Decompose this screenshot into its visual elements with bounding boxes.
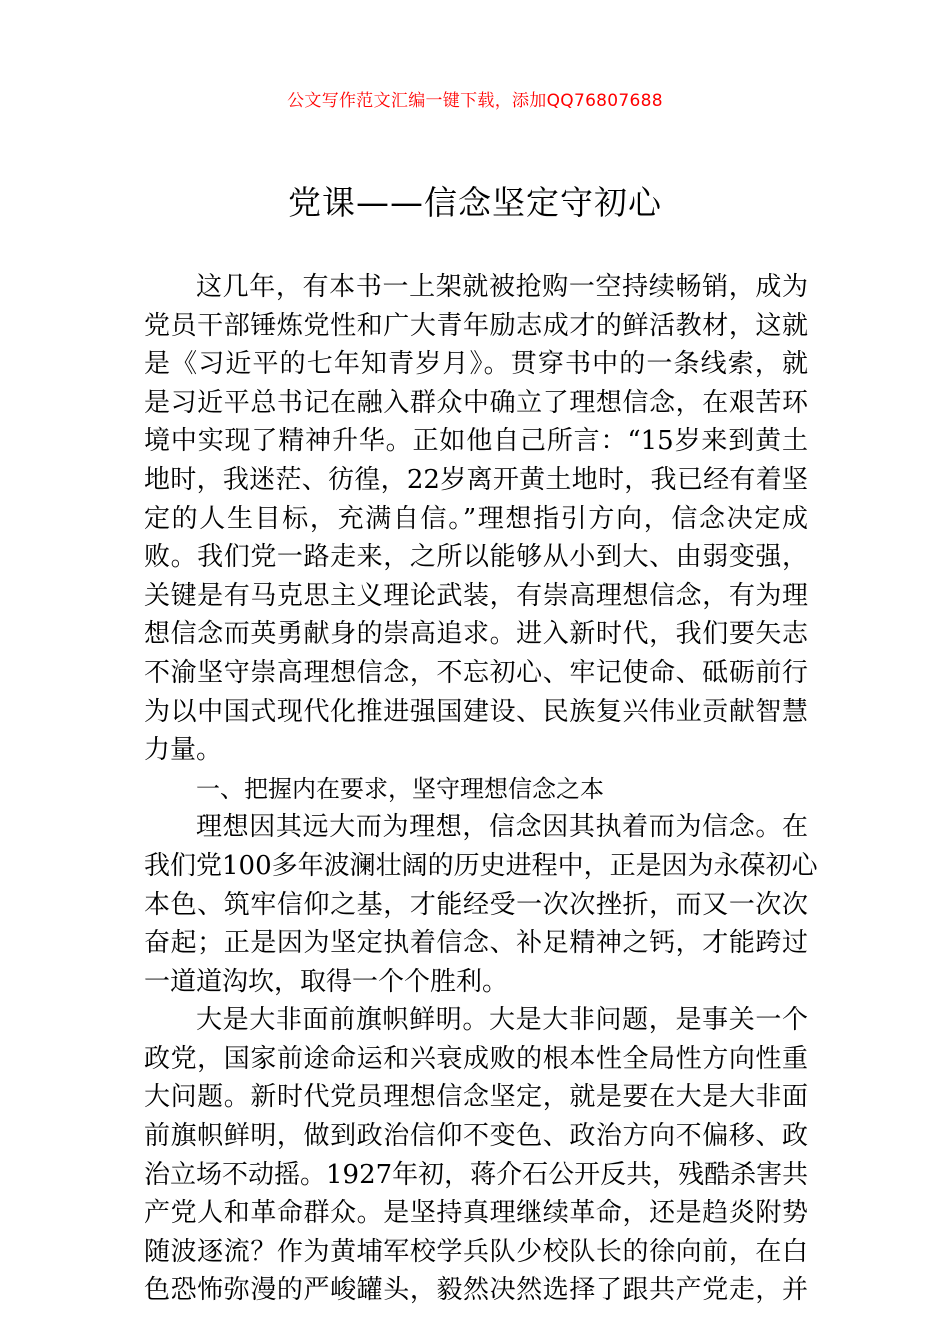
paragraph-line: 本色、筑牢信仰之基，才能经受一次次挫折，而又一次次 [144, 889, 808, 920]
paragraph-line: 是习近平总书记在融入群众中确立了理想信念，在艰苦环 [144, 387, 808, 418]
paragraph-line: 我们党100多年波澜壮阔的历史进程中，正是因为永葆初心 [144, 850, 818, 881]
paragraph-line: 大问题。新时代党员理想信念坚定，就是要在大是大非面 [144, 1082, 808, 1113]
paragraph-line: 是《习近平的七年知青岁月》。贯穿书中的一条线索，就 [144, 349, 808, 380]
paragraph-line: 奋起；正是因为坚定执着信念、补足精神之钙，才能跨过 [144, 928, 808, 959]
paragraph-line: 大是大非面前旗帜鲜明。大是大非问题，是事关一个 [196, 1005, 808, 1036]
paragraph-line: 党员干部锤炼党性和广大青年励志成才的鲜活教材，这就 [144, 310, 808, 341]
paragraph-line: 理想因其远大而为理想，信念因其执着而为信念。在 [196, 812, 808, 843]
paragraph-line: 色恐怖弥漫的严峻罐头，毅然决然选择了跟共产党走，并 [144, 1275, 808, 1306]
paragraph-line: 败。我们党一路走来，之所以能够从小到大、由弱变强， [144, 542, 808, 573]
paragraph-line: 境中实现了精神升华。正如他自己所言：“15岁来到黄土 [144, 426, 808, 457]
paragraph-line: 产党人和革命群众。是坚持真理继续革命，还是趋炎附势 [144, 1198, 808, 1229]
paragraph-line: 这几年，有本书一上架就被抢购一空持续畅销，成为 [196, 272, 808, 302]
paragraph-line: 一道道沟坎，取得一个个胜利。 [144, 966, 509, 997]
document-body [144, 268, 818, 1310]
section-heading: 一、把握内在要求，坚守理想信念之本 [196, 774, 604, 803]
paragraph-line: 地时，我迷茫、彷徨，22岁离开黄土地时，我已经有着坚 [144, 464, 808, 495]
paragraph-line: 政党，国家前途命运和兴衰成败的根本性全局性方向性重 [144, 1043, 808, 1074]
paragraph-line: 随波逐流？作为黄埔军校学兵队少校队长的徐向前，在白 [144, 1236, 808, 1267]
paragraph-line: 力量。 [144, 735, 223, 766]
paragraph-line: 关键是有马克思主义理论武装，有崇高理想信念，有为理 [144, 580, 808, 611]
paragraph-line: 前旗帜鲜明，做到政治信仰不变色、政治方向不偏移、政 [144, 1121, 808, 1152]
paragraph-line: 定的人生目标，充满自信。”理想指引方向，信念决定成 [144, 503, 808, 534]
paragraph-line: 为以中国式现代化推进强国建设、民族复兴伟业贡献智慧 [144, 696, 808, 727]
paragraph-line: 想信念而英勇献身的崇高追求。进入新时代，我们要矢志 [144, 619, 808, 650]
document-title: 党课——信念坚定守初心 [288, 183, 662, 222]
paragraph-line: 不渝坚守崇高理想信念，不忘初心、牢记使命、砥砺前行 [144, 657, 808, 688]
paragraph-line: 治立场不动摇。1927年初，蒋介石公开反共，残酷杀害共 [144, 1159, 809, 1190]
header-download-note: 公文写作范文汇编一键下载，添加QQ76807688 [287, 91, 663, 111]
